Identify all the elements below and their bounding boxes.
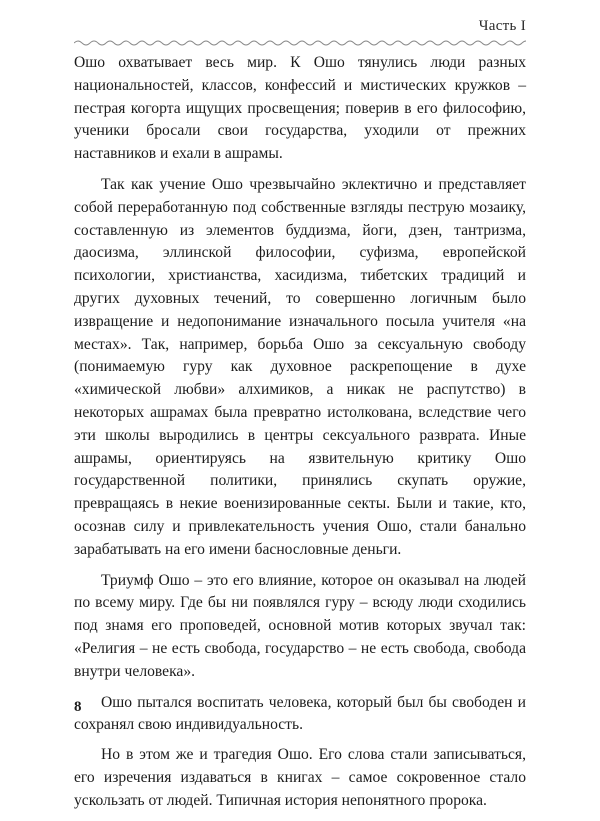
paragraph: Ошо охватывает весь мир. К Ошо тянулись люди разных национальностей, классов, конфессий и мистических кружков – пестрая когорта ищущих просвещения; поверив в его философию, ученики бросали свои государства, уходили от прежних наставников и ехали в ашрамы. — [74, 54, 526, 163]
page-number: 8 — [74, 699, 82, 715]
paragraph: Но в этом же и трагедия Ошо. Его слова стали записываться, его изречения издаваться в книгах – самое сокровенное стало ускользать от людей. Типичная история непонятного пророка. — [74, 746, 526, 809]
body-text — [74, 52, 526, 821]
running-head: Часть I — [478, 18, 526, 34]
paragraph: Так как учение Ошо чрезвычайно эклектично и представляет собой переработанную под собственные взгляды пеструю мозаику, составленную из элементов буддизма, йоги, дзен, тантризма, даосизма, эллинской философии, суфизма, европейской психологии, христианства, хасидизма, тибетских традиций и других духовных течений, то совершенно логичным было извращение и недопонимание изначального посыла учителя «на местах». Так, например, борьба Ошо за сексуальную свободу (понимаемую гуру как духовное раскрепощение в духе «химической любви» алхимиков, а никак не распутство) в некоторых ашрамах была превратно истолкована, вследствие чего эти школы выродились в центры сексуального разврата. Иные ашрамы, ориентируясь на язвительную критику Ошо государственной политики, принялись скупать оружие, превращаясь в некие военизированные секты. Были и такие, кто, осознав силу и привлекательность учения Ошо, стали банально зарабатывать на его имени баснословные деньги. — [74, 175, 526, 558]
paragraph: Триумф Ошо – это его влияние, которое он оказывал на людей по всему миру. Где бы ни появлялся гуру – всюду люди сходились под знамя его проповедей, основной мотив которых звучал так: «Религия – не есть свобода, государство – не есть свобода, свобода внутри человека». — [74, 571, 526, 680]
header-wavy-rule — [74, 38, 526, 48]
paragraph: Ошо пытался воспитать человека, который был бы свободен и сохранял свою индивидуальность. — [74, 693, 526, 734]
